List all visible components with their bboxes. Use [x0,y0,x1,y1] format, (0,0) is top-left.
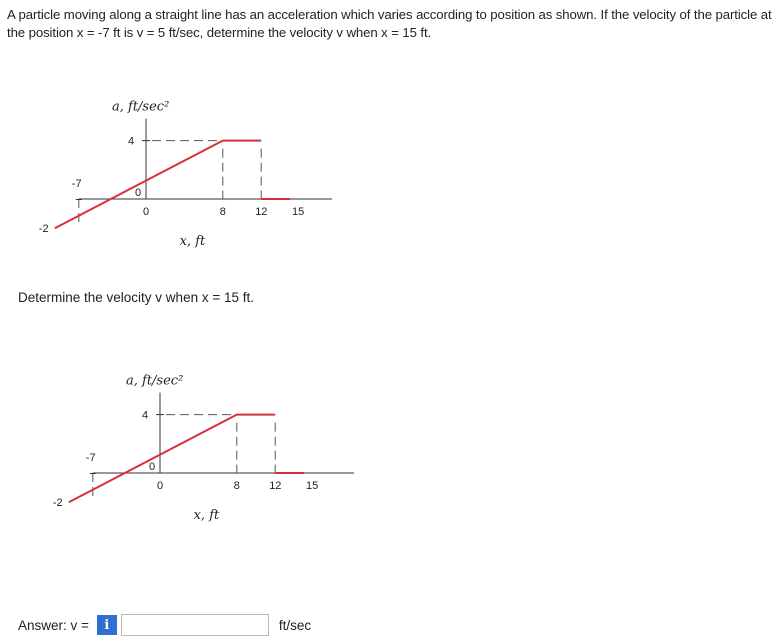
y-tick-label-4: 4 [128,135,135,148]
acceleration-graph-1 [18,62,348,277]
x-tick-label-8: 8 [219,206,226,218]
y-axis-title: a, ft/sec² [112,99,170,115]
x-axis-title: x, ft [193,508,220,523]
x-tick-label-0: 0 [157,480,164,492]
y-tick-label-minus2: -2 [38,223,49,236]
problem-line-1: A particle moving along a straight line has an acceleration which varies according to position as shown. If the velocity of the particle at [7,7,772,22]
x-tick-label-minus7: -7 [71,178,82,190]
acceleration-graph-svg-1 [18,62,348,277]
x-tick-label-15: 15 [306,480,319,492]
y-tick-label-0: 0 [149,461,156,473]
answer-unit: ft/sec [278,617,312,633]
acceleration-graph-svg-2 [36,323,366,563]
question-text: Determine the velocity v when x = 15 ft. [18,290,254,305]
x-tick-label-0: 0 [143,206,150,218]
y-tick-label-minus2: -2 [52,497,63,510]
x-tick-label-12: 12 [255,206,268,218]
answer-label: Answer: v = [18,617,89,633]
problem-statement [7,6,775,42]
y-tick-label-0: 0 [135,187,142,199]
x-tick-label-15: 15 [292,206,305,218]
acceleration-graph-2 [36,323,366,563]
problem-line-2: the position x = -7 ft is v = 5 ft/sec, determine the velocity v when x = 15 ft. [7,25,432,40]
x-tick-label-8: 8 [233,480,240,492]
series-line-1 [55,141,261,229]
answer-row [18,612,311,638]
x-axis-title: x, ft [179,234,206,249]
y-axis-title: a, ft/sec² [126,373,184,389]
x-tick-label-minus7: -7 [85,452,96,464]
x-tick-label-12: 12 [269,480,282,492]
y-tick-label-4: 4 [142,409,149,422]
info-icon[interactable]: i [97,615,117,635]
series-line-1 [69,415,275,503]
velocity-answer-input[interactable] [121,614,269,636]
